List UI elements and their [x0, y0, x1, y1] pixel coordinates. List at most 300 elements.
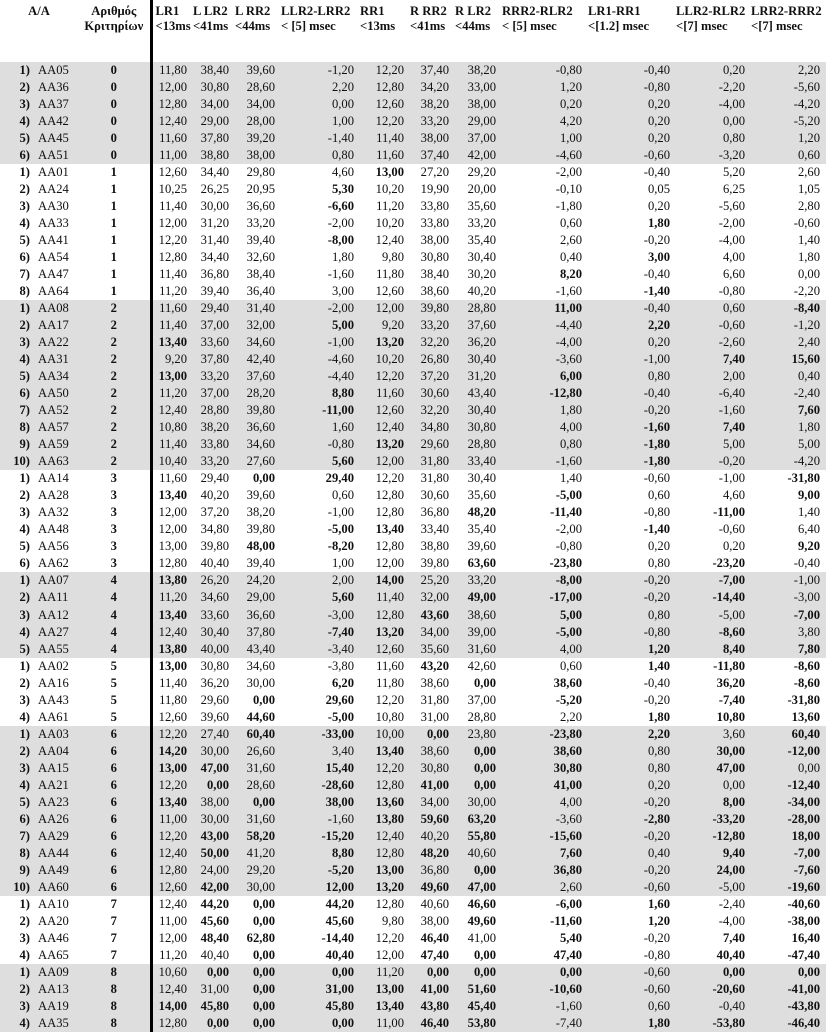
- measurement-cell: 12,40: [360, 828, 410, 845]
- row-index: 4): [0, 624, 34, 641]
- measurement-cell: 29,60: [410, 436, 455, 453]
- measurement-cell: -12,80: [676, 828, 751, 845]
- measurement-cell: 1,20: [588, 641, 676, 658]
- measurement-cell: 13,40: [360, 998, 410, 1015]
- measurement-cell: -8,00: [502, 572, 588, 589]
- criteria-count: 0: [78, 147, 151, 164]
- measurement-cell: -15,60: [502, 828, 588, 845]
- measurement-cell: 38,00: [420, 233, 450, 248]
- measurement-cell: 0,00: [193, 1015, 235, 1032]
- measurement-cell: -0,60: [718, 522, 746, 537]
- measurement-cell: 12,60: [360, 96, 410, 113]
- measurement-cell: 13,20: [360, 334, 410, 351]
- measurement-cell: 53,80: [455, 1015, 502, 1032]
- measurement-cell: 43,40: [235, 641, 281, 658]
- measurement-cell: 33,60: [193, 607, 235, 624]
- measurement-cell: 44,20: [200, 896, 230, 911]
- measurement-cell: -0,20: [588, 589, 676, 606]
- measurement-cell: 2,60: [797, 165, 821, 180]
- measurement-cell: 5,00: [676, 436, 751, 453]
- measurement-cell: 27,40: [193, 726, 235, 743]
- measurement-cell: 0,60: [676, 300, 751, 317]
- subject-code: AA63: [34, 453, 78, 470]
- criteria-count: 8: [78, 981, 151, 998]
- measurement-cell: -1,80: [588, 453, 676, 470]
- measurement-cell: 10,80: [716, 709, 746, 724]
- table-row: [0, 368, 826, 385]
- measurement-cell: 6,25: [722, 182, 746, 197]
- measurement-cell: 43,20: [420, 658, 450, 673]
- measurement-cell: 8,80: [281, 385, 360, 402]
- measurement-cell: -0,80: [718, 284, 746, 299]
- measurement-cell: 46,60: [467, 896, 497, 911]
- measurement-cell: 2,00: [281, 572, 360, 589]
- subject-code: AA02: [38, 658, 69, 673]
- measurement-cell: 30,40: [455, 351, 502, 368]
- measurement-cell: 0,80: [588, 743, 676, 760]
- criteria-count: 2: [78, 419, 151, 436]
- table-row: [0, 402, 826, 419]
- measurement-cell: 38,60: [502, 743, 588, 760]
- measurement-cell: 44,60: [246, 709, 276, 724]
- measurement-cell: 9,20: [797, 539, 821, 554]
- row-index: 7): [0, 402, 34, 419]
- subject-code: AA07: [34, 572, 78, 589]
- criteria-count: 7: [78, 947, 151, 964]
- measurement-cell: -6,40: [676, 385, 751, 402]
- measurement-cell: -0,20: [643, 930, 671, 945]
- subject-code: AA56: [38, 539, 69, 554]
- measurement-cell: -0,80: [643, 947, 671, 962]
- measurement-cell: -4,60: [281, 351, 360, 368]
- measurement-cell: -7,40: [718, 692, 746, 707]
- measurement-cell: -0,20: [588, 794, 676, 811]
- measurement-cell: -2,60: [676, 334, 751, 351]
- measurement-cell: 30,80: [420, 250, 450, 265]
- measurement-cell: -8,40: [751, 300, 826, 317]
- measurement-cell: -1,60: [502, 453, 588, 470]
- measurement-cell: -28,00: [751, 811, 826, 828]
- measurement-cell: -1,20: [281, 62, 360, 79]
- subject-code: AA04: [34, 743, 78, 760]
- measurement-cell: 34,60: [193, 589, 235, 606]
- measurement-cell: 13,80: [360, 811, 410, 828]
- measurement-cell: -4,00: [718, 913, 746, 928]
- measurement-cell: 34,00: [410, 794, 455, 811]
- measurement-cell: 10,00: [360, 726, 410, 743]
- measurement-cell: 39,80: [246, 522, 276, 537]
- measurement-cell: -0,10: [555, 182, 583, 197]
- measurement-cell: -0,80: [588, 79, 676, 96]
- row-index: 6): [0, 385, 34, 402]
- measurement-cell: 26,25: [200, 182, 230, 197]
- measurement-cell: -1,00: [718, 471, 746, 486]
- subject-code: AA30: [38, 199, 69, 214]
- measurement-cell: 37,80: [193, 130, 235, 147]
- criteria-count: 6: [78, 845, 151, 862]
- measurement-cell: -2,20: [793, 284, 821, 299]
- measurement-cell: 32,20: [410, 334, 455, 351]
- measurement-cell: 12,80: [360, 79, 410, 96]
- criteria-count: 1: [78, 283, 151, 300]
- table-row: [0, 1015, 826, 1032]
- measurement-cell: 33,20: [410, 317, 455, 334]
- measurement-cell: 31,20: [200, 216, 230, 231]
- measurement-cell: 11,00: [151, 147, 193, 164]
- measurement-cell: 13,00: [158, 658, 188, 673]
- measurement-cell: 1,20: [647, 913, 671, 928]
- measurement-cell: 0,00: [252, 947, 276, 962]
- measurement-cell: 47,00: [193, 760, 235, 777]
- table-row: [0, 555, 826, 572]
- measurement-cell: 37,80: [235, 624, 281, 641]
- table-row: [0, 879, 826, 896]
- measurement-cell: 36,60: [246, 199, 276, 214]
- measurement-cell: 31,40: [235, 300, 281, 317]
- measurement-cell: 11,60: [159, 471, 188, 486]
- measurement-cell: 13,40: [360, 743, 410, 760]
- measurement-cell: -2,80: [588, 811, 676, 828]
- measurement-cell: -31,80: [787, 692, 821, 707]
- measurement-cell: 39,40: [200, 284, 230, 299]
- measurement-cell: -1,60: [676, 402, 751, 419]
- measurement-cell: 35,40: [467, 522, 497, 537]
- measurement-cell: 13,40: [375, 522, 405, 537]
- measurement-cell: 37,00: [193, 385, 235, 402]
- subject-code: AA64: [38, 284, 69, 299]
- measurement-cell: -0,80: [281, 436, 360, 453]
- header-rrr2-rlr2: RRR2-RLR2 < [5] msec: [502, 4, 573, 33]
- measurement-cell: 11,20: [360, 964, 410, 981]
- subject-code: AA50: [34, 385, 78, 402]
- measurement-cell: 34,00: [193, 96, 235, 113]
- measurement-cell: 27,60: [235, 453, 281, 470]
- measurement-cell: 0,20: [647, 199, 671, 214]
- measurement-cell: 29,00: [235, 589, 281, 606]
- measurement-cell: 35,60: [467, 199, 497, 214]
- measurement-cell: 31,00: [420, 709, 450, 724]
- measurement-cell: -4,40: [281, 368, 360, 385]
- measurement-cell: 37,00: [455, 130, 502, 147]
- measurement-cell: 30,00: [193, 811, 235, 828]
- measurement-cell: 28,20: [235, 385, 281, 402]
- measurement-cell: 13,80: [151, 641, 193, 658]
- measurement-cell: 0,00: [281, 96, 360, 113]
- measurement-cell: 38,20: [410, 96, 455, 113]
- measurement-cell: 1,40: [559, 471, 583, 486]
- subject-code: AA52: [34, 402, 78, 419]
- measurement-cell: -12,80: [502, 385, 588, 402]
- measurement-cell: 12,40: [375, 233, 405, 248]
- measurement-cell: 55,80: [455, 828, 502, 845]
- subject-code: AA01: [38, 165, 69, 180]
- table-row: [0, 351, 826, 368]
- measurement-cell: -6,60: [327, 199, 355, 214]
- subject-code: AA23: [34, 794, 78, 811]
- subject-code: AA51: [34, 147, 78, 164]
- measurement-cell: 16,40: [791, 930, 821, 945]
- header-rr1: RR1 <13ms: [360, 4, 396, 33]
- measurement-cell: 39,00: [455, 624, 502, 641]
- measurement-cell: 11,40: [360, 589, 410, 606]
- measurement-cell: 11,20: [159, 284, 188, 299]
- measurement-cell: 1,80: [588, 1015, 676, 1032]
- measurement-cell: 46,40: [410, 1015, 455, 1032]
- measurement-cell: 0,00: [473, 947, 497, 962]
- measurement-cell: -14,40: [321, 930, 355, 945]
- header-row: [0, 0, 826, 56]
- subject-code: AA45: [34, 130, 78, 147]
- measurement-cell: 2,20: [751, 62, 826, 79]
- criteria-count: 8: [78, 998, 151, 1015]
- measurement-cell: 0,00: [676, 777, 751, 794]
- measurement-cell: 31,00: [193, 981, 235, 998]
- criteria-count: 1: [78, 249, 151, 266]
- measurement-cell: 2,20: [281, 79, 360, 96]
- measurement-cell: 12,80: [375, 505, 405, 520]
- row-index: 4): [0, 113, 34, 130]
- row-index: 3): [0, 607, 34, 624]
- measurement-cell: 30,40: [467, 250, 497, 265]
- measurement-cell: 12,00: [158, 930, 188, 945]
- measurement-cell: 38,60: [420, 284, 450, 299]
- table-row: [0, 811, 826, 828]
- measurement-cell: 0,00: [252, 692, 276, 707]
- measurement-cell: -4,00: [502, 334, 588, 351]
- measurement-cell: 36,60: [235, 607, 281, 624]
- measurement-cell: -0,80: [588, 624, 676, 641]
- measurement-cell: 3,40: [281, 743, 360, 760]
- measurement-cell: -7,60: [751, 862, 826, 879]
- criteria-count: 6: [78, 726, 151, 743]
- measurement-cell: 39,80: [410, 300, 455, 317]
- measurement-cell: 40,40: [200, 556, 230, 571]
- criteria-count: 4: [78, 624, 151, 641]
- measurement-cell: 11,40: [151, 436, 193, 453]
- measurement-cell: 11,60: [360, 147, 410, 164]
- measurement-cell: -0,20: [643, 233, 671, 248]
- measurement-cell: 11,60: [151, 130, 193, 147]
- measurement-cell: 12,00: [360, 300, 410, 317]
- measurement-cell: 12,80: [360, 607, 410, 624]
- measurement-cell: -0,40: [643, 267, 671, 282]
- measurement-cell: 38,00: [420, 913, 450, 928]
- measurement-cell: 42,00: [193, 879, 235, 896]
- measurement-cell: 37,40: [410, 147, 455, 164]
- measurement-cell: 2,20: [559, 709, 583, 724]
- measurement-cell: 30,20: [467, 267, 497, 282]
- measurement-cell: 30,40: [455, 402, 502, 419]
- row-index: 3): [0, 96, 34, 113]
- measurement-cell: 0,40: [559, 250, 583, 265]
- measurement-cell: 49,60: [467, 913, 497, 928]
- criteria-count: 1: [78, 164, 151, 181]
- criteria-count: 6: [78, 743, 151, 760]
- measurement-cell: 12,20: [151, 726, 193, 743]
- measurement-cell: 35,40: [467, 233, 497, 248]
- measurement-cell: 24,20: [235, 572, 281, 589]
- measurement-cell: 1,40: [797, 233, 821, 248]
- header-r-lr2: R LR2 <44ms: [455, 4, 492, 33]
- measurement-cell: 0,60: [647, 488, 671, 503]
- row-index: 8): [19, 284, 30, 299]
- criteria-count: 7: [78, 913, 151, 930]
- measurement-cell: 12,00: [360, 453, 410, 470]
- measurement-cell: -5,00: [676, 607, 751, 624]
- measurement-cell: 18,00: [751, 828, 826, 845]
- measurement-cell: 0,05: [647, 182, 671, 197]
- measurement-cell: 40,40: [325, 947, 355, 962]
- measurement-cell: 36,20: [455, 334, 502, 351]
- criteria-count: 0: [78, 96, 151, 113]
- measurement-cell: 49,60: [410, 879, 455, 896]
- criteria-count: 8: [78, 964, 151, 981]
- measurement-cell: 30,40: [193, 624, 235, 641]
- measurement-cell: 15,40: [281, 760, 360, 777]
- measurement-cell: 40,40: [716, 947, 746, 962]
- measurement-cell: -20,60: [676, 981, 751, 998]
- header-l-lr2: L LR2 <41ms: [193, 4, 229, 33]
- measurement-cell: -2,20: [676, 79, 751, 96]
- criteria-count: 6: [78, 828, 151, 845]
- measurement-cell: 29,20: [235, 862, 281, 879]
- subject-code: AA29: [34, 828, 78, 845]
- table-row: [0, 487, 826, 504]
- measurement-cell: 48,20: [467, 505, 497, 520]
- measurement-cell: 4,00: [502, 794, 588, 811]
- measurement-cell: -0,80: [555, 539, 583, 554]
- measurement-cell: -1,40: [281, 130, 360, 147]
- table-row: [0, 504, 826, 521]
- measurement-cell: 1,20: [751, 130, 826, 147]
- subject-code: AA59: [34, 436, 78, 453]
- measurement-cell: 12,40: [151, 624, 193, 641]
- measurement-cell: 13,40: [151, 607, 193, 624]
- measurement-cell: 13,00: [360, 981, 410, 998]
- measurement-cell: 6,40: [797, 522, 821, 537]
- table-row: [0, 470, 826, 487]
- measurement-cell: -0,20: [588, 828, 676, 845]
- measurement-cell: 13,00: [151, 368, 193, 385]
- row-index: 3): [0, 760, 34, 777]
- row-index: 5): [0, 368, 34, 385]
- criteria-count: 5: [78, 675, 151, 692]
- measurement-cell: -0,40: [588, 62, 676, 79]
- measurement-cell: 23,80: [455, 726, 502, 743]
- measurement-cell: 34,00: [235, 96, 281, 113]
- measurement-cell: 5,60: [281, 589, 360, 606]
- table-row: [0, 181, 826, 198]
- measurement-cell: -23,80: [502, 726, 588, 743]
- measurement-cell: 0,20: [588, 130, 676, 147]
- measurement-cell: 12,60: [375, 284, 405, 299]
- measurement-cell: -4,40: [502, 317, 588, 334]
- measurement-cell: 31,60: [455, 641, 502, 658]
- criteria-count: 0: [78, 79, 151, 96]
- subject-code: AA54: [38, 250, 69, 265]
- measurement-cell: 31,00: [281, 981, 360, 998]
- measurement-cell: -0,80: [502, 62, 588, 79]
- measurement-cell: 12,80: [158, 556, 188, 571]
- measurement-cell: 36,80: [410, 862, 455, 879]
- measurement-cell: 39,60: [246, 488, 276, 503]
- measurement-cell: 33,20: [193, 368, 235, 385]
- measurement-cell: -2,00: [281, 300, 360, 317]
- measurement-cell: 14,20: [151, 743, 193, 760]
- measurement-cell: 0,40: [751, 368, 826, 385]
- measurement-cell: 29,00: [193, 113, 235, 130]
- measurement-cell: -1,60: [588, 419, 676, 436]
- measurement-cell: 35,60: [410, 641, 455, 658]
- measurement-cell: 0,00: [252, 896, 276, 911]
- measurement-cell: 40,60: [455, 845, 502, 862]
- measurement-cell: 12,20: [375, 471, 405, 486]
- subject-code: AA10: [38, 896, 69, 911]
- measurement-cell: 31,80: [420, 471, 450, 486]
- measurement-cell: 0,20: [588, 777, 676, 794]
- measurement-cell: 12,60: [151, 879, 193, 896]
- measurement-cell: -11,40: [550, 505, 583, 520]
- measurement-cell: -10,60: [502, 981, 588, 998]
- subject-code: AA13: [34, 981, 78, 998]
- measurement-cell: 13,40: [158, 488, 188, 503]
- measurement-cell: 30,80: [410, 760, 455, 777]
- measurement-cell: 36,20: [716, 675, 746, 690]
- measurement-cell: 13,20: [360, 436, 410, 453]
- measurement-cell: 0,00: [193, 777, 235, 794]
- measurement-cell: -1,00: [327, 505, 355, 520]
- row-index: 10): [0, 453, 34, 470]
- measurement-cell: 10,80: [375, 709, 405, 724]
- measurement-cell: 36,60: [235, 419, 281, 436]
- measurement-cell: -0,20: [588, 572, 676, 589]
- row-index: 2): [19, 913, 30, 928]
- measurement-cell: -7,40: [502, 1015, 588, 1032]
- measurement-cell: 11,80: [376, 675, 405, 690]
- measurement-cell: 42,40: [235, 351, 281, 368]
- measurement-cell: 43,40: [455, 385, 502, 402]
- measurement-cell: 31,20: [455, 368, 502, 385]
- measurement-cell: 0,00: [252, 913, 276, 928]
- measurement-cell: -0,60: [643, 471, 671, 486]
- measurement-cell: 20,00: [467, 182, 497, 197]
- measurement-cell: 13,60: [791, 709, 821, 724]
- measurement-cell: -6,00: [555, 896, 583, 911]
- subject-code: AA35: [34, 1015, 78, 1032]
- row-index: 7): [0, 828, 34, 845]
- measurement-cell: 12,20: [360, 113, 410, 130]
- measurement-cell: 0,00: [473, 675, 497, 690]
- measurement-cell: -3,20: [676, 147, 751, 164]
- measurement-cell: 45,60: [325, 913, 355, 928]
- table-row: [0, 930, 826, 947]
- measurement-cell: -3,60: [502, 351, 588, 368]
- measurement-cell: 32,20: [410, 402, 455, 419]
- measurement-cell: 41,00: [502, 777, 588, 794]
- measurement-cell: 60,40: [235, 726, 281, 743]
- measurement-cell: 41,00: [410, 777, 455, 794]
- row-index: 8): [0, 419, 34, 436]
- measurement-cell: 29,40: [200, 471, 230, 486]
- measurement-cell: 13,00: [375, 165, 405, 180]
- measurement-cell: -12,40: [751, 777, 826, 794]
- criteria-count: 8: [78, 1015, 151, 1032]
- measurement-cell: -2,00: [718, 216, 746, 231]
- subject-code: AA44: [34, 845, 78, 862]
- subject-code: AA57: [34, 419, 78, 436]
- measurement-cell: 39,60: [235, 62, 281, 79]
- table-row: [0, 266, 826, 283]
